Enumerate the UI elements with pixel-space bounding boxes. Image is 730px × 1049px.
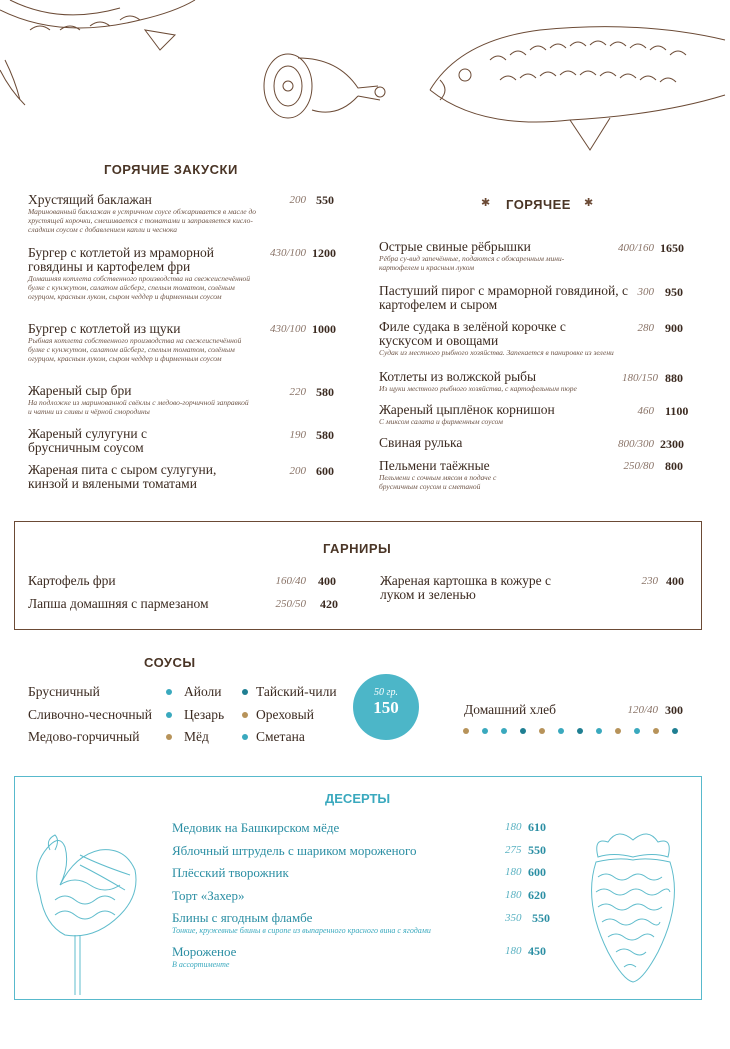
- sauces-title: СОУСЫ: [144, 655, 196, 670]
- item-price: 1100: [665, 404, 689, 418]
- bullet-dot: [242, 734, 248, 740]
- item-weight: 180: [505, 945, 522, 957]
- item-weight: 400/160: [617, 242, 654, 254]
- item-weight: 350: [505, 912, 522, 924]
- menu-item: Жареный сулугуни с брусничным соусом: [28, 426, 147, 455]
- dessert-item: Блины с ягодным фламбе Тонкие, кружевные блины в сиропе из выпаренного красного вина с ягодами: [172, 910, 431, 935]
- bread-item: Домашний хлеб: [464, 702, 556, 717]
- item-price: 1650: [660, 241, 684, 255]
- item-price: 550: [316, 193, 334, 207]
- menu-item: Хрустящий баклажан Маринованный баклажан в устричном соусе обжаривается в масле до хрустящей корочки, смешивается с томатами и заправляется кисло-сладким соусом с добавлением капли и чеснока: [28, 192, 257, 234]
- bullet-dot: [166, 712, 172, 718]
- item-weight: 180: [505, 821, 522, 833]
- item-price: 450: [528, 944, 546, 958]
- item-price: 400: [666, 574, 684, 588]
- item-price: 900: [665, 321, 683, 335]
- strawberry-illustration: [578, 822, 688, 987]
- item-weight: 160/40: [275, 575, 306, 587]
- fish-illustration-left: [0, 0, 200, 110]
- item-weight: 250/50: [275, 598, 306, 610]
- dessert-item: Плёсский творожник: [172, 865, 289, 880]
- sauce-item: Ореховый: [256, 707, 314, 722]
- sauce-item: Цезарь: [184, 707, 225, 722]
- hot-title: ГОРЯЧЕЕ: [506, 197, 571, 212]
- sauce-item: Мёд: [184, 729, 209, 744]
- item-price: 880: [665, 371, 683, 385]
- bullet-dot: [242, 689, 248, 695]
- garnish-item: Лапша домашняя с пармезаном: [28, 596, 209, 611]
- item-weight: 300: [637, 286, 654, 298]
- menu-item: Жареный цыплёнок корнишон С миксом салата и фирменным соусом: [379, 402, 555, 426]
- item-weight: 180: [505, 889, 522, 901]
- item-price: 600: [316, 464, 334, 478]
- item-weight: 180/150: [621, 372, 658, 384]
- sauce-item: Сметана: [256, 729, 305, 744]
- item-price: 400: [318, 574, 336, 588]
- rooster-lollipop-illustration: [20, 825, 150, 995]
- menu-item: Свиная рулька: [379, 435, 463, 450]
- star-icon: ✱: [584, 196, 594, 209]
- menu-item: Бургер с котлетой из мраморной говядины и картофелем фри Домашняя котлета собственного производства на свежеиспечённой булке с кунжутом, салатом айсберг, спелым томатом, солёным огурцом, красным луком, сыром чеддер и фирменным соусом: [28, 245, 251, 301]
- item-weight: 800/300: [617, 438, 654, 450]
- menu-item: Пельмени таёжные Пельмени с сочным мясом в подаче с брусничным соусом и сметаной: [379, 458, 497, 491]
- bullet-dot: [166, 689, 172, 695]
- fish-illustration-right: [420, 0, 730, 155]
- item-weight: 250/80: [623, 460, 654, 472]
- item-price: 600: [528, 865, 546, 879]
- dot-row-decoration: [463, 728, 693, 736]
- item-weight: 190: [289, 429, 306, 441]
- dessert-item: Медовик на Башкирском мёде: [172, 820, 340, 835]
- dessert-item: Яблочный штрудель с шариком мороженого: [172, 843, 417, 858]
- sauce-item: Айоли: [184, 684, 222, 699]
- dessert-item: Торт «Захер»: [172, 888, 245, 903]
- item-price: 800: [665, 459, 683, 473]
- menu-item: Бургер с котлетой из щуки Рыбная котлета собственного производства на свежеиспечённой булке с кунжутом, салатом айсберг, спелым томатом, солёным огурцом, красным луком, сыром чеддер и фирменным соусом: [28, 321, 242, 363]
- item-weight: 275: [505, 844, 522, 856]
- menu-item: Жареный сыр бри На подложке из маринованной свёклы с медово-горчичной заправкой и чатни из сливы и чёрной смородины: [28, 383, 249, 416]
- item-weight: 460: [637, 405, 654, 417]
- item-weight: 120/40: [627, 704, 658, 716]
- item-weight: 200: [289, 465, 306, 477]
- item-weight: 180: [505, 866, 522, 878]
- sauce-item: Брусничный: [28, 684, 100, 699]
- sauce-item: Тайский-чили: [256, 684, 337, 699]
- menu-item: Жареная пита с сыром сулугуни, кинзой и вялеными томатами: [28, 462, 217, 491]
- item-weight: 430/100: [269, 323, 306, 335]
- item-weight: 230: [641, 575, 658, 587]
- item-weight: 280: [637, 322, 654, 334]
- sauce-item: Медово-горчичный: [28, 729, 140, 744]
- item-price: 950: [665, 285, 683, 299]
- menu-item: Острые свиные рёбрышки Рёбра су-вид запечённые, подаются с обжаренным мини-картофелем и красным луком: [379, 239, 565, 272]
- ham-illustration: [258, 48, 388, 128]
- item-price: 610: [528, 820, 546, 834]
- menu-item: Пастуший пирог с мраморной говядиной, с картофелем и сыром: [379, 283, 628, 312]
- dessert-item: Мороженое В ассортименте: [172, 944, 237, 969]
- desserts-title: ДЕСЕРТЫ: [325, 791, 391, 806]
- item-price: 1000: [312, 322, 336, 336]
- item-price: 550: [532, 911, 550, 925]
- item-price: 620: [528, 888, 546, 902]
- hot-snacks-title: ГОРЯЧИЕ ЗАКУСКИ: [104, 162, 238, 177]
- item-price: 2300: [660, 437, 684, 451]
- garnish-box: [14, 521, 702, 630]
- item-price: 300: [665, 703, 683, 717]
- item-price: 420: [320, 597, 338, 611]
- item-weight: 200: [289, 194, 306, 206]
- sauce-item: Сливочно-чесночный: [28, 707, 152, 722]
- item-price: 550: [528, 843, 546, 857]
- menu-item: Филе судака в зелёной корочке с кускусом и овощами Судак из местного рыбного хозяйства. Запекается в панировке из зелени: [379, 319, 614, 357]
- star-icon: ✱: [481, 196, 491, 209]
- item-weight: 220: [289, 386, 306, 398]
- bullet-dot: [166, 734, 172, 740]
- garnish-title: ГАРНИРЫ: [323, 541, 392, 556]
- bullet-dot: [242, 712, 248, 718]
- item-price: 580: [316, 428, 334, 442]
- menu-item: Котлеты из волжской рыбы Из щуки местного рыбного хозяйства, с картофельным пюре: [379, 369, 577, 393]
- price-badge: 50 гр. 150: [353, 674, 419, 740]
- item-price: 1200: [312, 246, 336, 260]
- item-price: 580: [316, 385, 334, 399]
- item-weight: 430/100: [269, 247, 306, 259]
- garnish-item: Жареная картошка в кожуре с луком и зеленью: [380, 573, 552, 602]
- garnish-item: Картофель фри: [28, 573, 116, 588]
